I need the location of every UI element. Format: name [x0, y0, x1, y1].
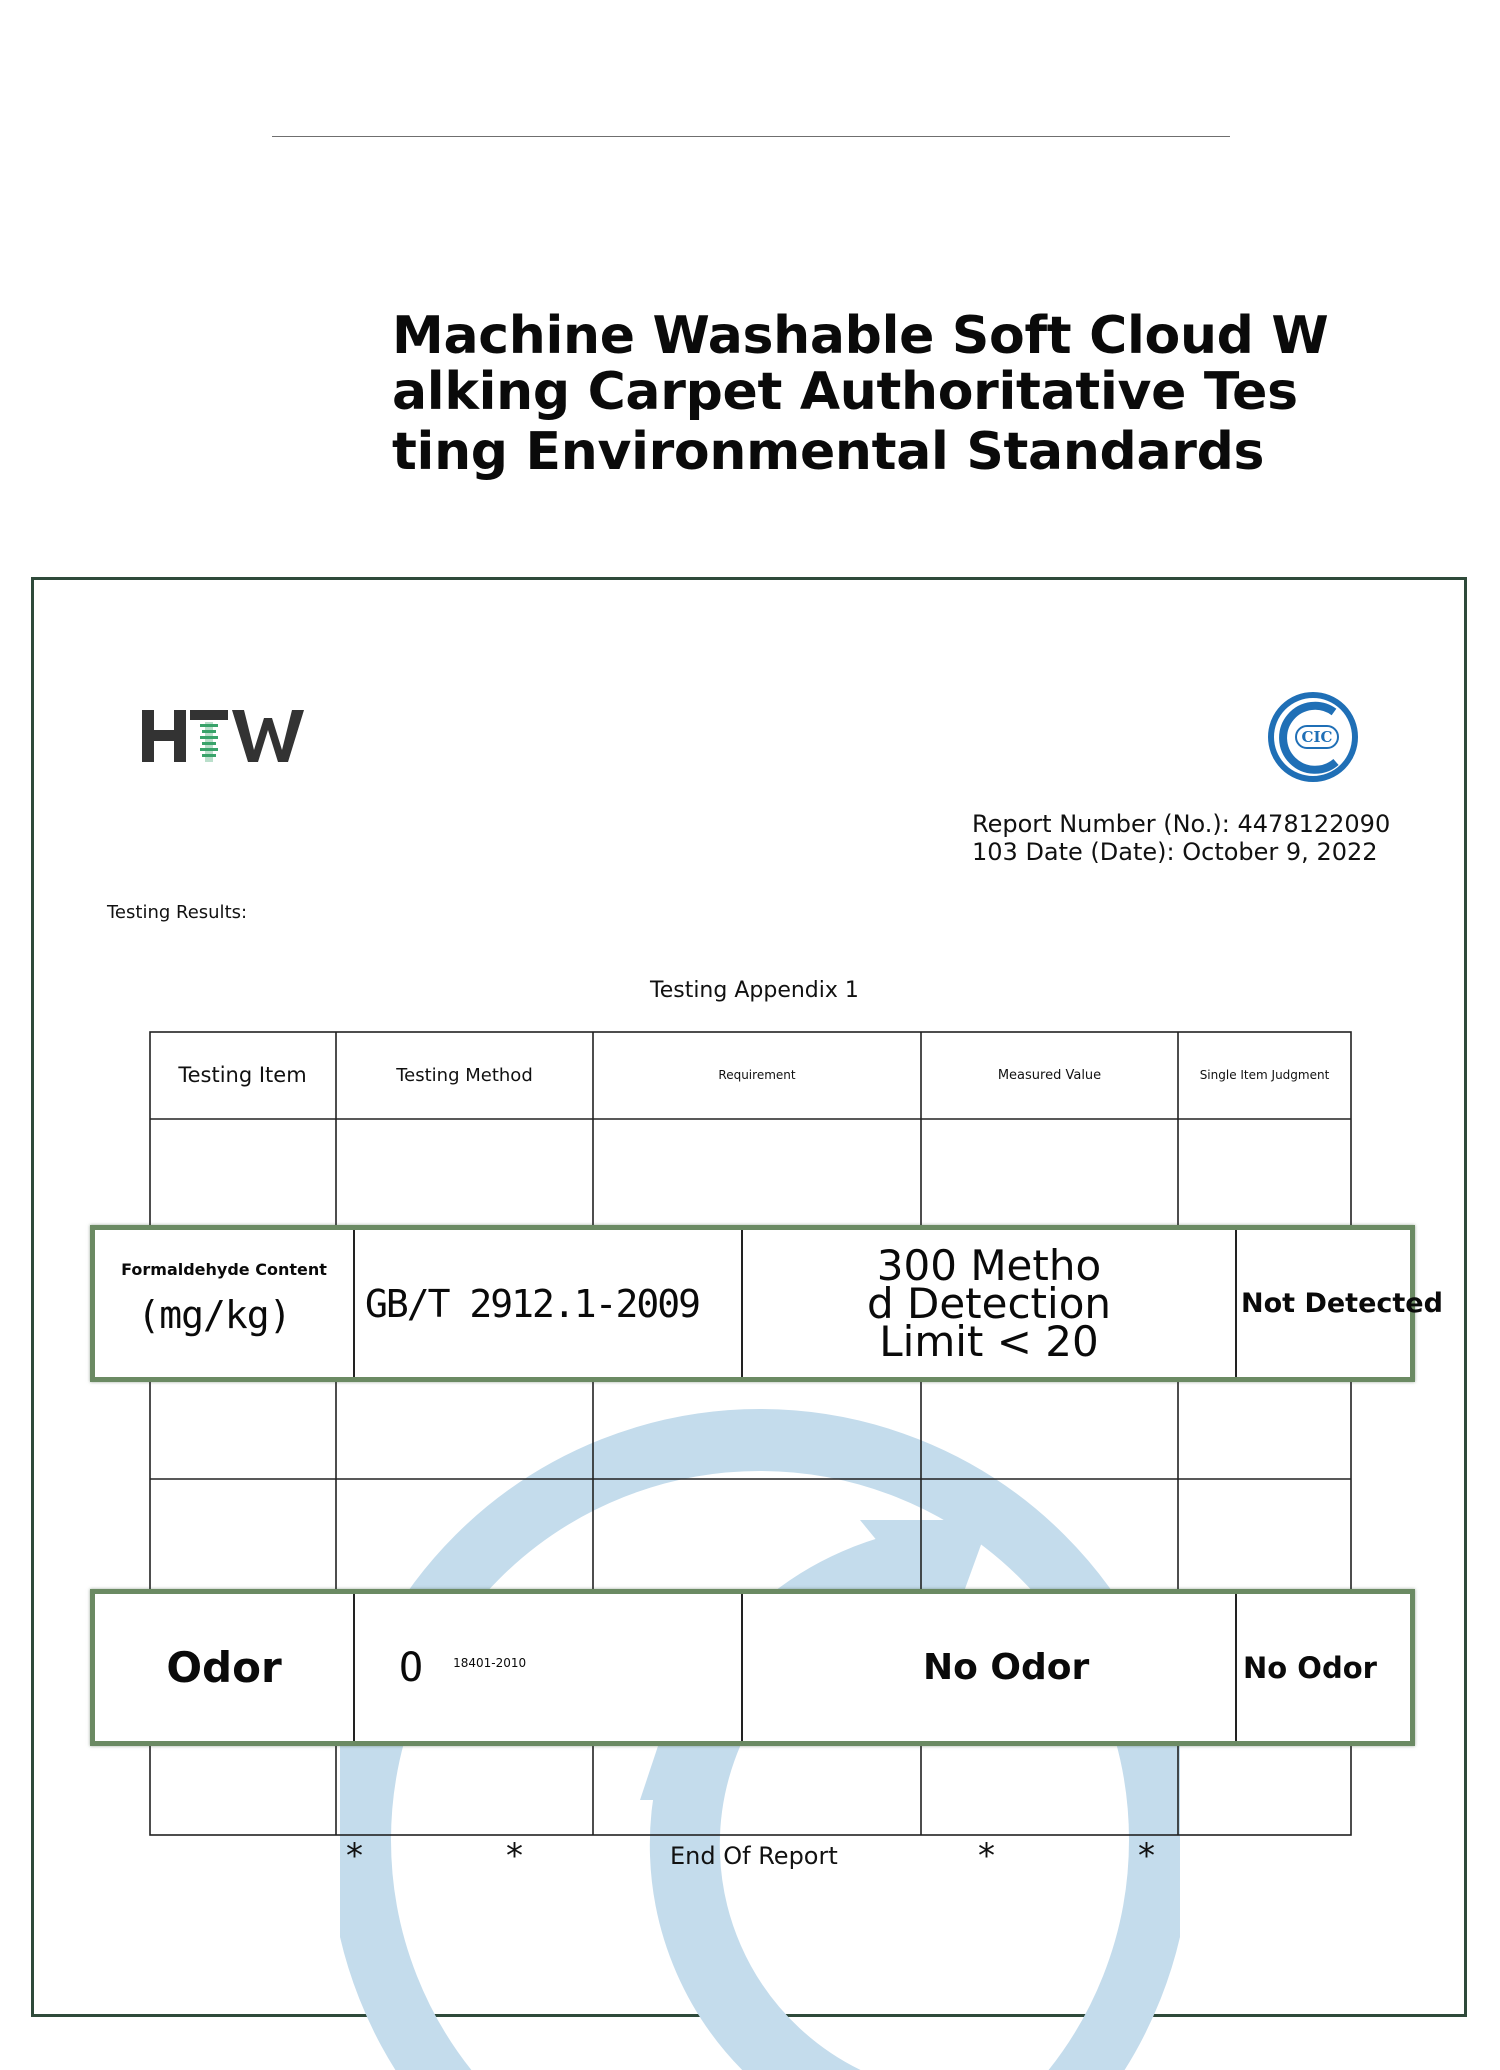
cic-seal-icon	[1266, 690, 1360, 784]
table-row-odor	[90, 1589, 1415, 1746]
formaldehyde-label: Formaldehyde Content	[121, 1260, 327, 1279]
cell-item	[95, 1230, 353, 1377]
title-line-1: Machine Washable Soft Cloud W	[392, 306, 1329, 366]
odor-value: No Odor	[741, 1594, 1235, 1741]
title-line-3: ting Environmental Standards	[392, 422, 1265, 482]
value-line-1: 300 Metho	[876, 1240, 1102, 1290]
header-testing-method: Testing Method	[396, 1064, 533, 1086]
top-divider	[272, 136, 1230, 137]
cell-method: GB/T 2912.1-2009	[353, 1230, 741, 1377]
report-number: Report Number (No.): 4478122090	[972, 810, 1391, 838]
report-info	[972, 810, 1390, 866]
value-line-3: Limit < 20	[879, 1316, 1099, 1366]
value-line-2: d Detection	[866, 1278, 1112, 1328]
odor-method-code: 18401-2010	[453, 1655, 527, 1670]
testing-results-label: Testing Results:	[107, 902, 248, 923]
cell-judgment: Not Detected	[1235, 1230, 1410, 1377]
footer-star-3: *	[978, 1836, 995, 1876]
odor-method-prefix: O	[399, 1644, 424, 1691]
cic-logo-text: CIC	[1301, 728, 1333, 746]
cell-measured-value	[741, 1230, 1235, 1377]
odor-judgment: No Odor	[1235, 1594, 1410, 1741]
page-title	[392, 306, 1329, 482]
cell-odor-method	[353, 1594, 741, 1741]
odor-label: Odor	[166, 1643, 282, 1692]
end-of-report: End Of Report	[670, 1842, 838, 1870]
header-testing-item: Testing Item	[178, 1063, 307, 1087]
footer-star-4: *	[1138, 1836, 1155, 1876]
formaldehyde-unit: (mg/kg)	[137, 1293, 291, 1337]
footer-star-1: *	[346, 1836, 363, 1876]
htw-logo-icon	[140, 706, 310, 766]
title-line-2: alking Carpet Authoritative Tes	[392, 362, 1298, 422]
footer-star-2: *	[506, 1836, 523, 1876]
report-date: 103 Date (Date): October 9, 2022	[972, 838, 1378, 866]
header-measured-value: Measured Value	[997, 1067, 1102, 1083]
header-single-item-judgment: Single Item Judgment	[1199, 1068, 1330, 1082]
header-requirement: Requirement	[718, 1068, 796, 1082]
appendix-title: Testing Appendix 1	[650, 978, 859, 1003]
table-row-formaldehyde	[90, 1225, 1443, 1382]
